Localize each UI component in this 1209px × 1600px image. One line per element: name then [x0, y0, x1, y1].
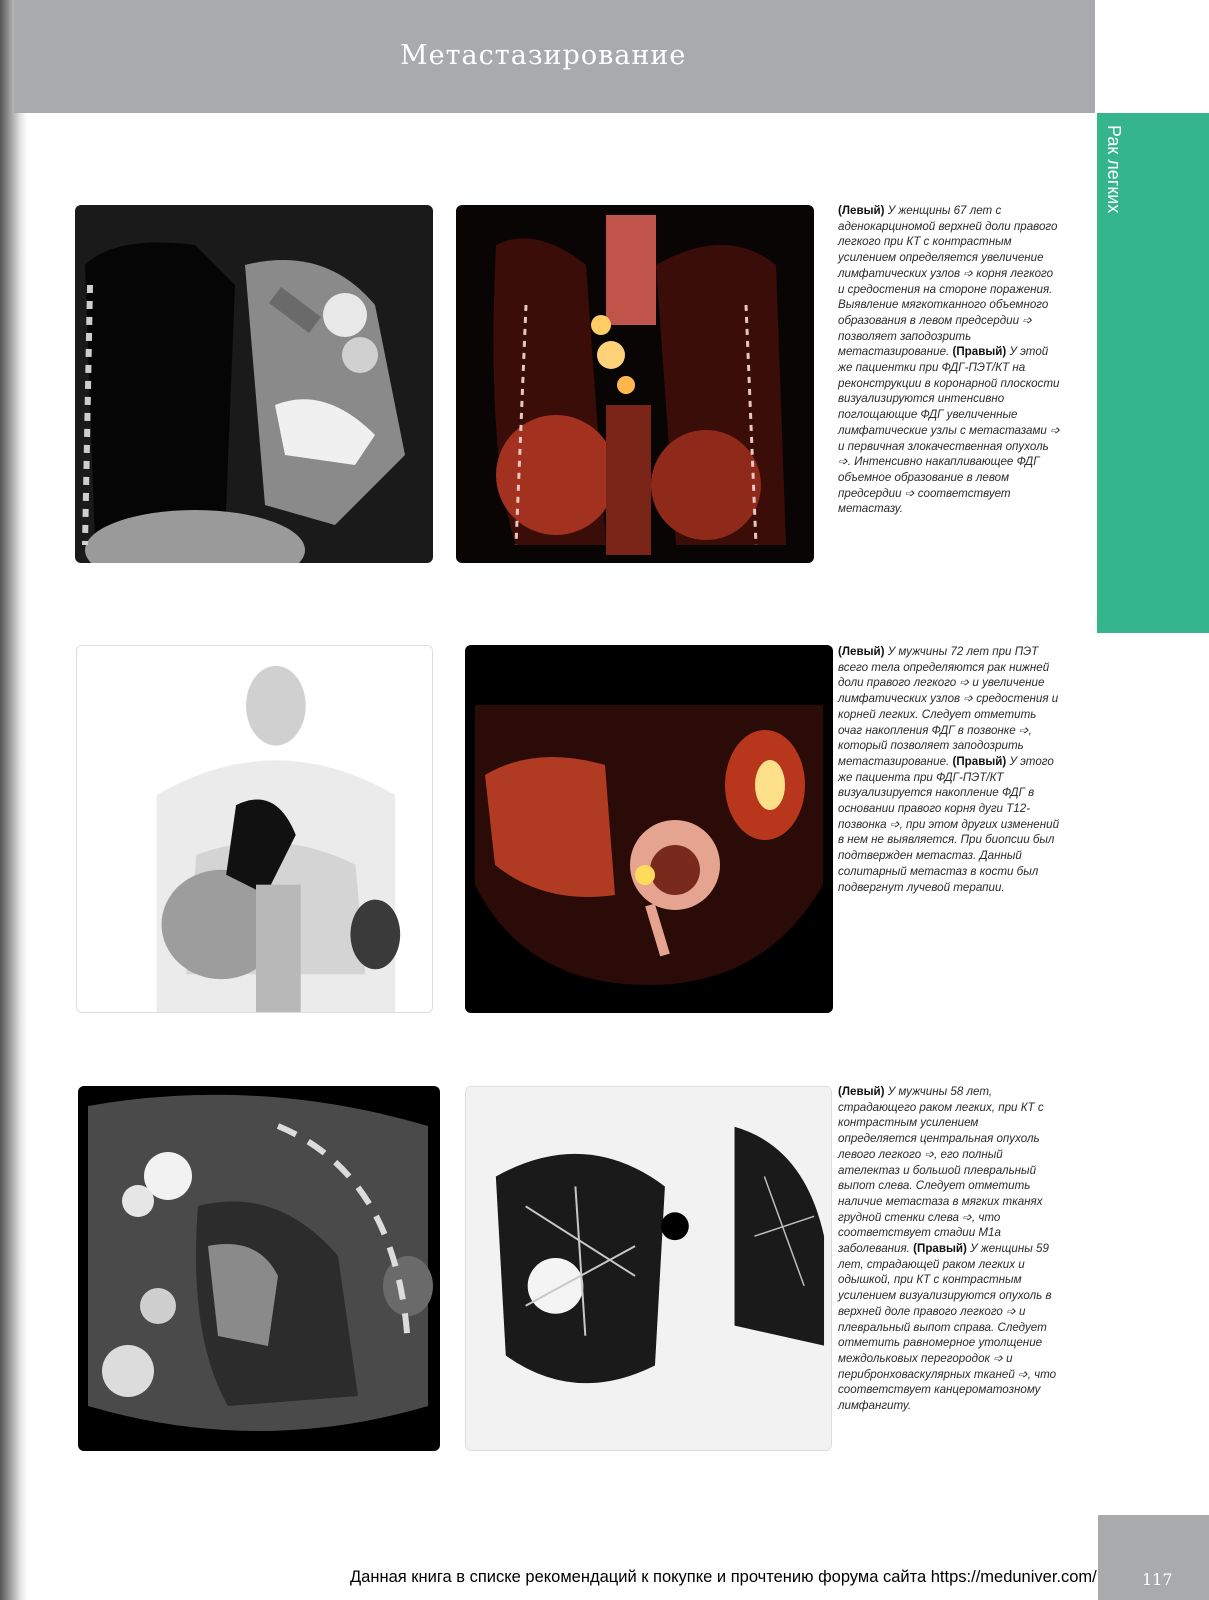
- footer-note: Данная книга в списке рекомендаций к покупке и прочтению форума сайта https://meduniver.com/: [350, 1568, 1097, 1586]
- ct-lung-window-image-3: [465, 1086, 832, 1451]
- caption-1-right-label: (Правый): [952, 345, 1007, 359]
- caption-1-left-label: (Левый): [838, 204, 885, 217]
- caption-1-right-text: У этой же пациентки при ФДГ-ПЭТ/КТ на реконструкции в коронарной плоскости визуализируются интенсивно поглощающие ФДГ увеличенные лимфатические узлы с метастазами ➩ и первичная злокачественная опухоль ➩. Интенсивно накапливающее ФДГ объемное образование в левом предсердии ➩ соответствует метастазу.: [838, 345, 1060, 516]
- book-spine-shadow: [0, 0, 28, 1600]
- caption-2-left-label: (Левый): [838, 645, 885, 658]
- pet-ct-coronal-image-1: [456, 205, 814, 563]
- chapter-title: Метастазирование: [400, 40, 687, 71]
- section-side-tab-label: Рак легких: [1104, 125, 1124, 214]
- pet-ct-axial-image-2: [465, 645, 833, 1013]
- caption-row-1: [838, 203, 1060, 517]
- caption-3-left-text: У мужчины 58 лет, страдающего раком легких, при КТ с контрастным усилением определяется центральная опухоль левого легкого ➩, его полный ателектаз и большой плевральный выпот слева. Следует отметить наличие метастаза в мягких тканях грудной стенки слева ➩, что соответствует стадии M1a заболевания.: [838, 1085, 1044, 1256]
- ct-coronal-image-1: [75, 205, 433, 563]
- caption-1-left-text: У женщины 67 лет с аденокарциномой верхней доли правого легкого при КТ с контрастным усилением определяется увеличение лимфатических узлов ➩ корня легкого и средостения на стороне поражения. Выявление мягкотканного объемного образования в левом предсердии ➩ позволяет заподозрить метастазирование.: [838, 204, 1058, 359]
- caption-3-right-label: (Правый): [913, 1242, 967, 1256]
- caption-row-3: [838, 1084, 1060, 1414]
- caption-3-left-label: (Левый): [838, 1085, 885, 1098]
- page-number: 117: [1142, 1570, 1173, 1589]
- caption-2-right-text: У этого же пациента при ФДГ-ПЭТ/КТ визуализируется накопление ФДГ в основании правого корня дуги Т12-позвонка ➩, при этом других изменений в нем не выявляется. При биопсии был подтвержден метастаз. Данный солитарный метастаз в кости был подвергнут лучевой терапии.: [838, 754, 1060, 894]
- ct-axial-image-3: [78, 1086, 440, 1451]
- pet-whole-body-image: [76, 645, 433, 1013]
- caption-row-2: [838, 644, 1060, 895]
- caption-2-left-text: У мужчины 72 лет при ПЭТ всего тела определяются рак нижней доли правого легкого ➩ и увеличение лимфатических узлов ➩ средостения и корней легких. Следует отметить очаг накопления ФДГ в позвонке ➩, который позволяет заподозрить метастазирование.: [838, 645, 1059, 768]
- caption-2-right-label: (Правый): [952, 754, 1007, 768]
- caption-3-right-text: У женщины 59 лет, страдающей раком легких и одышкой, при КТ с контрастным усилением визуализируются опухоль в верхней доле правого легкого ➩ и плевральный выпот справа. Следует отметить равномерное утолщение междольковых перегородок ➩ и перибронховаскулярных тканей ➩, что соответствует канцероматозному лимфангиту.: [838, 1242, 1057, 1413]
